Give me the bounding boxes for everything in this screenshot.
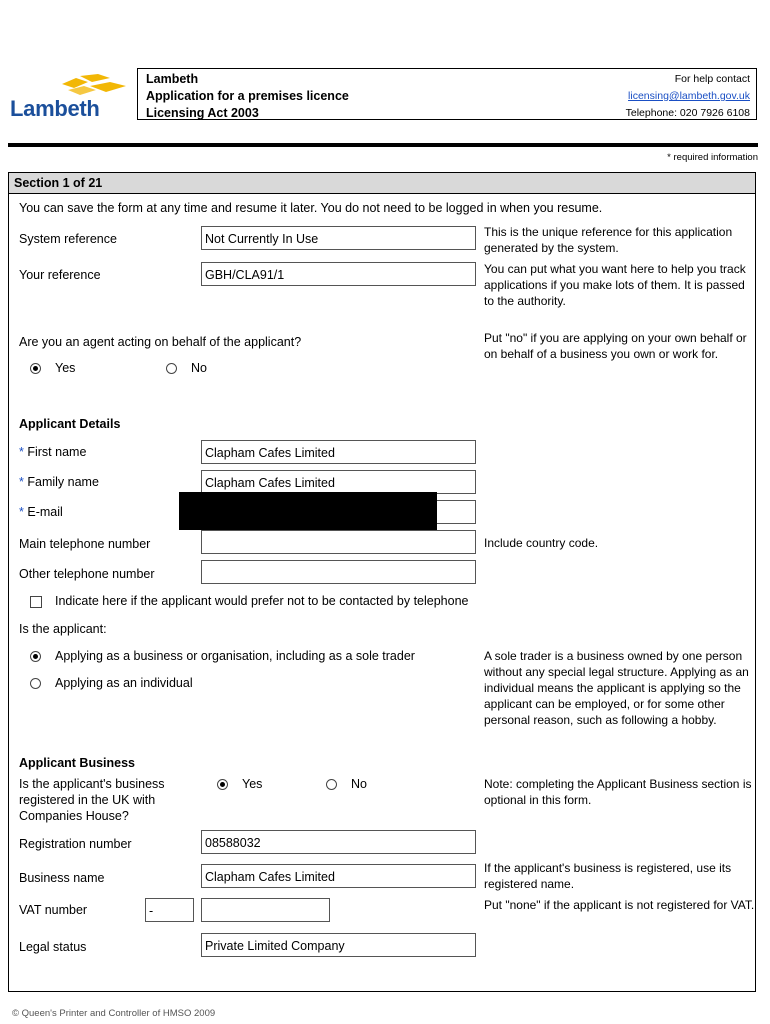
your-reference-input[interactable]: GBH/CLA91/1 [201, 262, 476, 286]
header-title-block [146, 71, 349, 122]
required-note: * required information [667, 152, 758, 163]
system-reference-field: Not Currently In Use [201, 226, 476, 250]
legal-status-input[interactable]: Private Limited Company [201, 933, 476, 957]
no-phone-contact-checkbox[interactable] [30, 596, 42, 608]
registered-yes-label: Yes [242, 777, 263, 791]
applicant-individual-label: Applying as an individual [55, 676, 193, 690]
agent-yes-label: Yes [55, 361, 76, 375]
applicant-type-help: A sole trader is a business owned by one person without any special legal structure. Applying as an individual means the applicant is applying so the applicant can be employed, or for some other personal reason, such as following a hobby. [484, 649, 749, 727]
applicant-business-heading: Applicant Business [19, 756, 135, 770]
vat-help: Put "none" if the applicant is not registered for VAT. [484, 898, 755, 912]
header-title: Application for a premises licence [146, 89, 349, 103]
header-act: Licensing Act 2003 [146, 106, 259, 120]
copyright-footer: © Queen's Printer and Controller of HMSO 2009 [12, 1008, 216, 1019]
family-name-label [19, 475, 99, 489]
help-telephone: Telephone: 020 7926 6108 [625, 107, 750, 119]
first-name-input[interactable]: Clapham Cafes Limited [201, 440, 476, 464]
header-contact-block [626, 71, 750, 122]
business-name-help: If the applicant's business is registered, use its registered name. [484, 861, 732, 891]
registered-question: Is the applicant's business registered in the UK with Companies House? [19, 777, 165, 823]
system-reference-label: System reference [19, 232, 117, 246]
section-label: Section 1 of 21 [14, 176, 103, 190]
agent-question: Are you an agent acting on behalf of the applicant? [19, 335, 302, 349]
other-phone-input[interactable] [201, 560, 476, 584]
applicant-business-radio[interactable] [30, 651, 41, 662]
agent-help: Put "no" if you are applying on your own behalf or on behalf of a business you own or work for. [484, 331, 747, 361]
help-email-link[interactable]: licensing@lambeth.gov.uk [628, 90, 750, 102]
applicant-business-note: Note: completing the Applicant Business section is optional in this form. [484, 777, 752, 807]
applicant-type-question: Is the applicant: [19, 622, 107, 636]
applicant-individual-radio[interactable] [30, 678, 41, 689]
other-phone-label: Other telephone number [19, 567, 155, 581]
section-intro: You can save the form at any time and resume it later. You do not need to be logged in when you resume. [19, 201, 603, 215]
agent-yes-radio[interactable] [30, 363, 41, 374]
section-header [9, 173, 755, 194]
logo-text: Lambeth [10, 96, 100, 121]
registered-no-radio[interactable] [326, 779, 337, 790]
email-label-text: E-mail [27, 505, 63, 519]
first-name-label [19, 445, 86, 459]
legal-status-label: Legal status [19, 940, 87, 954]
your-reference-help: You can put what you want here to help you track applications if you make lots of them. It is passed to the authority. [484, 262, 746, 308]
required-star: * [19, 445, 24, 459]
main-phone-label: Main telephone number [19, 537, 151, 551]
header-divider [8, 143, 758, 147]
first-name-label-text: First name [27, 445, 87, 459]
help-contact-label: For help contact [674, 73, 750, 85]
required-star: * [19, 475, 24, 489]
vat-number-label: VAT number [19, 903, 88, 917]
applicant-details-heading: Applicant Details [19, 417, 121, 431]
agent-no-label: No [191, 361, 207, 375]
family-name-label-text: Family name [27, 475, 99, 489]
header-org: Lambeth [146, 72, 199, 86]
vat-prefix-field[interactable]: - [145, 898, 194, 922]
required-star: * [19, 505, 24, 519]
no-phone-contact-label: Indicate here if the applicant would prefer not to be contacted by telephone [55, 594, 469, 608]
system-reference-help: This is the unique reference for this application generated by the system. [484, 225, 733, 255]
family-name-input[interactable]: Clapham Cafes Limited [201, 470, 476, 494]
email-label [19, 505, 63, 519]
vat-number-input[interactable] [201, 898, 330, 922]
applicant-business-label: Applying as a business or organisation, including as a sole trader [55, 649, 415, 663]
agent-no-radio[interactable] [166, 363, 177, 374]
lambeth-swoosh-icon [10, 74, 130, 98]
email-redaction [179, 492, 437, 530]
registered-no-label: No [351, 777, 367, 791]
your-reference-label: Your reference [19, 268, 101, 282]
main-phone-help: Include country code. [484, 536, 599, 550]
header-box [137, 68, 757, 120]
main-phone-input[interactable] [201, 530, 476, 554]
registration-number-input[interactable]: 08588032 [201, 830, 476, 854]
business-name-input[interactable]: Clapham Cafes Limited [201, 864, 476, 888]
registered-yes-radio[interactable] [217, 779, 228, 790]
registration-number-label: Registration number [19, 837, 132, 851]
lambeth-logo [10, 74, 130, 124]
business-name-label: Business name [19, 871, 105, 885]
